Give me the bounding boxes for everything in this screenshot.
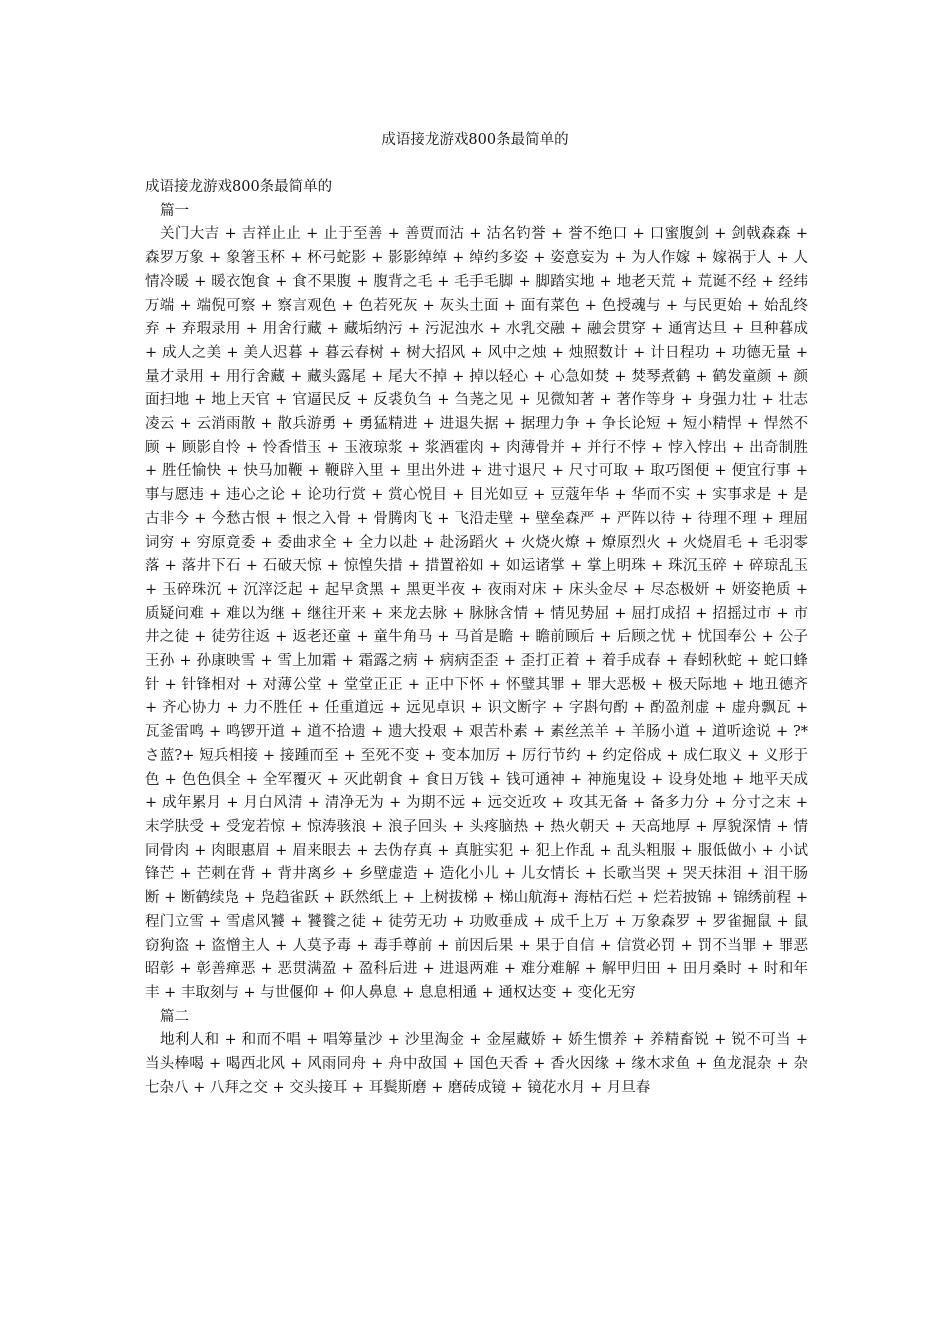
section-text-2: 地利人和 + 和而不唱 + 唱筹量沙 + 沙里淘金 + 金屋藏娇 + 娇生惯养 + 养精畜锐 + 锐不可当 + 当头棒喝 + 喝西北风 + 风雨同舟 + 舟中敌国 + 国色天香 + 香火因缘 + 缘木求鱼 + 鱼龙混杂 + 杂七杂八 + 八拜之交 + 交头接耳 + 耳鬓斯磨 + 磨砖成镜 + 镜花水月 + 月旦春 [145, 1032, 808, 1096]
page-title: 成语接龙游戏800条最简单的 [381, 132, 569, 148]
document-body [145, 176, 808, 1100]
section-text-1: 关门大吉 + 吉祥止止 + 止于至善 + 善贾而沽 + 沽名钓誉 + 誉不绝口 + 口蜜腹剑 + 剑戟森森 + 森罗万象 + 象箸玉杯 + 杯弓蛇影 + 影影绰绰 + 绰约多姿 + 姿意妄为 + 为人作嫁 + 嫁祸于人 + 人情冷暖 + 暖衣饱食 + 食不果腹 + 腹背之毛 + 毛手毛脚 + 脚踏实地 + 地老天荒 + 荒诞不经 + 经纬万端 + 端倪可察 + 察言观色 + 色若死灰 + 灰头土面 + 面有菜色 + 色授魂与 + 与民更始 + 始乱终弃 + 弃瑕录用 + 用舍行藏 + 藏垢纳污 + 污泥浊水 + 水乳交融 + 融会贯穿 + 通宵达旦 + 旦种暮成 + 成人之美 + 美人迟暮 + 暮云春树 + 树大招风 + 风中之烛 + 烛照数计 + 计日程功 + 功德无量 + 量才录用 + 用行舍藏 + 藏头露尾 + 尾大不掉 + 掉以轻心 + 心急如焚 + 焚琴煮鹤 + 鹤发童颜 + 颜面扫地 + 地上天官 + 官逼民反 + 反裘负刍 + 刍荛之见 + 见微知著 + 著作等身 + 身强力壮 + 壮志凌云 + 云消雨散 + 散兵游勇 + 勇猛精进 + 进退失据 + 据理力争 + 争长论短 + 短小精悍 + 悍然不顾 + 顾影自怜 + 怜香惜玉 + 玉液琼浆 + 浆酒霍肉 + 肉薄骨并 + 并行不悖 + 悖入悖出 + 出奇制胜 + 胜任愉快 + 快马加鞭 + 鞭辟入里 + 里出外进 + 进寸退尺 + 尺寸可取 + 取巧图便 + 便宜行事 + 事与愿违 + 违心之论 + 论功行赏 + 赏心悦目 + 目光如豆 + 豆蔻年华 + 华而不实 + 实事求是 + 是古非今 + 今愁古恨 + 恨之入骨 + 骨腾肉飞 + 飞沿走壁 + 壁垒森严 + 严阵以待 + 待理不理 + 理屈词穷 + 穷原竟委 + 委曲求全 + 全力以赴 + 赴汤蹈火 + 火烧火燎 + 燎原烈火 + 火烧眉毛 + 毛羽零落 + 落井下石 + 石破天惊 + 惊惶失措 + 措置裕如 + 如运诸掌 + 掌上明珠 + 珠沉玉碎 + 碎琼乱玉 + 玉碎珠沉 + 沉滓泛起 + 起早贪黑 + 黑更半夜 + 夜雨对床 + 床头金尽 + 尽态极妍 + 妍姿艳质 + 质疑问难 + 难以为继 + 继往开来 + 来龙去脉 + 脉脉含情 + 情见势屈 + 屈打成招 + 招摇过市 + 市井之徒 + 徒劳往返 + 返老还童 + 童牛角马 + 马首是瞻 + 瞻前顾后 + 后顾之忧 + 忧国奉公 + 公子王孙 + 孙康映雪 + 雪上加霜 + 霜露之病 + 病病歪歪 + 歪打正着 + 着手成春 + 春蚓秋蛇 + 蛇口蜂针 + 针锋相对 + 对薄公堂 + 堂堂正正 + 正中下怀 + 怀璧其罪 + 罪大恶极 + 极天际地 + 地丑德齐 + 齐心协力 + 力不胜任 + 任重道远 + 远见卓识 + 识文断字 + 字斟句酌 + 酌盈剂虚 + 虚舟飘瓦 + 瓦釜雷鸣 + 鸣锣开道 + 道不拾遗 + 遗大投艰 + 艰苦朴素 + 素丝羔羊 + 羊肠小道 + 道听途说 + ?*さ蓝?+ 短兵相接 + 接踵而至 + 至死不变 + 变本加厉 + 厉行节约 + 约定俗成 + 成仁取义 + 义形于色 + 色色俱全 + 全军覆灭 + 灭此朝食 + 食日万钱 + 钱可通神 + 神施鬼设 + 设身处地 + 地平天成 + 成年累月 + 月白风清 + 清净无为 + 为期不远 + 远交近攻 + 攻其无备 + 备多力分 + 分寸之末 + 末学肤受 + 受宠若惊 + 惊涛骇浪 + 浪子回头 + 头疼脑热 + 热火朝天 + 天高地厚 + 厚貌深情 + 情同骨肉 + 肉眼惠眉 + 眉来眼去 + 去伪存真 + 真脏实犯 + 犯上作乱 + 乱头粗服 + 服低做小 + 小试锋芒 + 芒刺在背 + 背井离乡 + 乡壁虚造 + 造化小儿 + 儿女情长 + 长歌当哭 + 哭天抹泪 + 泪干肠断 + 断鹤续凫 + 凫趋雀跃 + 跃然纸上 + 上树拔梯 + 梯山航海+ 海枯石烂 + 烂若披锦 + 锦绣前程 + 程门立雪 + 雪虐风饕 + 饕餮之徒 + 徒劳无功 + 功败垂成 + 成千上万 + 万象森罗 + 罗雀掘鼠 + 鼠窃狗盗 + 盗憎主人 + 人莫予毒 + 毒手尊前 + 前因后果 + 果于自信 + 信赏必罚 + 罚不当罪 + 罪恶昭彰 + 彰善瘅恶 + 恶贯满盈 + 盈科后进 + 进退两难 + 难分难解 + 解甲归田 + 田月桑时 + 时和年丰 + 丰取刻与 + 与世偃仰 + 仰人鼻息 + 息息相通 + 通权达变 + 变化无穷 [145, 226, 808, 1001]
section-label-2: 篇二 [160, 1008, 189, 1025]
document-subtitle: 成语接龙游戏800条最简单的 [145, 179, 333, 195]
section-label-1: 篇一 [160, 202, 189, 219]
